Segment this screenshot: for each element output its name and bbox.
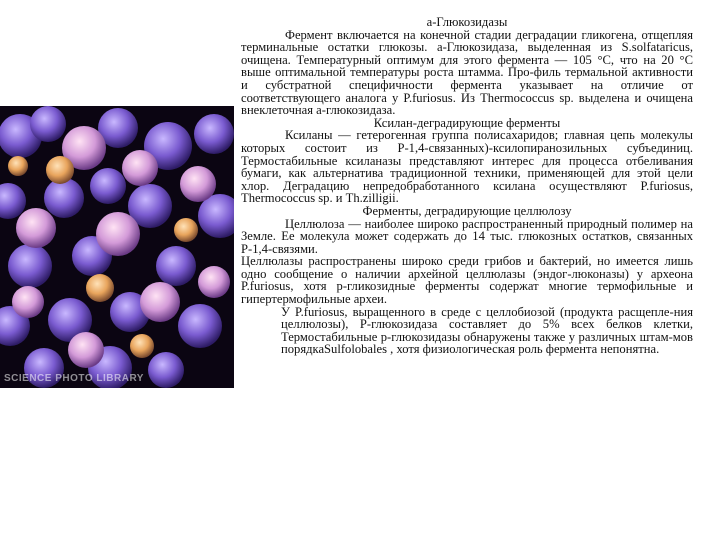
micrograph-image: [0, 106, 234, 388]
watermark: SCIENCE PHOTO LIBRARY: [4, 373, 144, 384]
heading-xylan-enzymes: Ксилан-деградирующие ферменты: [373, 115, 561, 130]
paragraph-cellulases: Целлюлазы распространены широко среди грибов и бактерий, но имеется лишь одно сообщение о наличии архейной целлюлазы (эндог-люконазы) у археона P.furiosus, хотя р-гликозидные ферменты содержат многие термофильные и гипертермофильные археи.: [241, 254, 693, 307]
heading-cellulose-enzymes: Ферменты, деградирующие целлюлозу: [362, 203, 572, 218]
paragraph-pfuriosus: У P.furiosus, выращенного в среде с целлобиозой (продукта расщепле-ния целлюлозы), Р-глюкозидаза составляет до 5% всех белков клетки, Термостабильные р-глюкозидазы обнаружены также у различных штам-мов порядкаSulfolobales , хотя физиологическая роль фермента непонятна.: [281, 304, 693, 357]
paragraph-cellulose: Целлюлоза — наиболее широко распространенный природный полимер на Земле. Ее молекула может содержать до 14 тыс. глюкозных остатков, связанных Р-1,4-связями.: [241, 216, 693, 256]
document-text: [241, 16, 693, 356]
paragraph-xylans: Ксиланы — гетерогенная группа полисахаридов; главная цепь молекулы которых состоит из Р-1,4-связанных)-ксилопиранозильных субъединиц. Термостабильные ксиланазы представляют интерес для процесса отбеливания бумаги, как альтернатива традиционной техники, применяющей для этой цели хлор. Деградацию непредобработанного ксилана осуществляют P.furiosus, Thermococcus sp. и Th.zilligii.: [241, 128, 693, 206]
cell-cluster-graphic: [0, 106, 234, 388]
heading-alpha-glucosidases: а-Глюкозидазы: [426, 15, 508, 29]
paragraph-alpha-glucosidases: Фермент включается на конечной стадии деградации гликогена, отщепляя терминальные остатки глюкозы. а-Глюкозидаза, выделенная из S.solfataricus, очищена. Температурный оптимум для этого фермента — 105 °С, что на 20 °С выше оптимальной температуры роста штамма. Про-филь термальной активности и субстратной специфичности фермента указывает на отличие от соответствующего аналога у P.furiosus. Из Thermococcus sp. выделена и очищена внеклеточная а-глюкозидаза.: [241, 27, 693, 118]
